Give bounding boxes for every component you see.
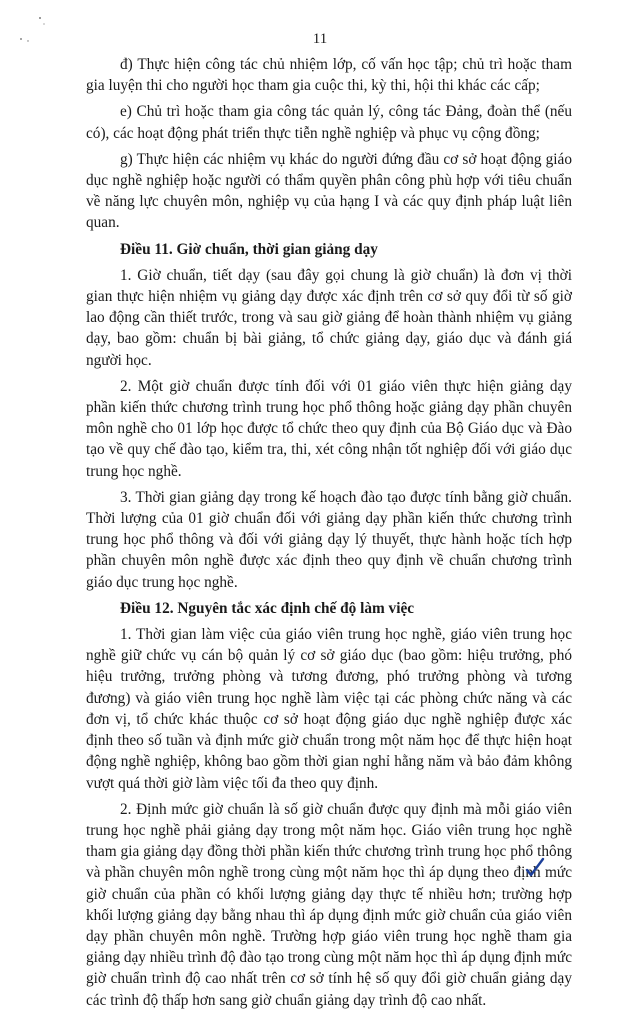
page-number: 11 — [312, 31, 328, 47]
body-paragraph: 1. Giờ chuẩn, tiết dạy (sau đây gọi chung là giờ chuẩn) là đơn vị thời gian thực hiện nhiệm vụ giảng dạy được xác định trên cơ sở quy đổi từ số giờ lao động cần thiết trước, trong và sau giờ giảng để hoàn thành nhiệm vụ giảng dạy, bao gồm: chuẩn bị bài giảng, tổ chức giảng dạy, giáo dục và đánh giá người học. — [86, 266, 572, 369]
body-paragraph: e) Chủ trì hoặc tham gia công tác quản lý, công tác Đảng, đoàn thể (nếu có), các hoạt động phát triển thực tiễn nghề nghiệp và phục vụ cộng đồng; — [86, 103, 572, 142]
body-paragraph: g) Thực hiện các nhiệm vụ khác do người đứng đầu cơ sở hoạt động giáo dục nghề nghiệp hoặc người có thẩm quyền phân công phù hợp với tiêu chuẩn về năng lực chuyên môn, nghiệp vụ của hạng I và các quy định pháp luật liên quan. — [86, 150, 572, 232]
body-paragraph: 1. Thời gian làm việc của giáo viên trung học nghề, giáo viên trung học nghề giữ chức vụ cán bộ quản lý cơ sở giáo dục (bao gồm: hiệu trưởng, phó hiệu trưởng, trưởng phòng và tương đương, phó trưởng phòng và tương đương) và giáo viên trung học nghề làm việc tại các phòng chức năng và các đơn vị, tổ chức khác thuộc cơ sở hoạt động giáo dục nghề nghiệp được xác định theo số tuần và định mức giờ chuẩn trong một năm học để thực hiện hoạt động nghề nghiệp, không bao gồm thời gian nghỉ hằng năm và bảo đảm không vượt quá thời giờ làm việc tối đa theo quy định. — [86, 626, 572, 792]
body-paragraph: đ) Thực hiện công tác chủ nhiệm lớp, cố vấn học tập; chủ trì hoặc tham gia luyện thi cho người học tham gia cuộc thi, kỳ thi, hội thi khác các cấp; — [86, 56, 572, 95]
body-paragraph: 2. Một giờ chuẩn được tính đối với 01 giáo viên thực hiện giảng dạy phần kiến thức chương trình trung học phổ thông hoặc giảng dạy phần chuyên môn nghề cho 01 lớp học được tổ chức theo quy định của Bộ Giáo dục và Đào tạo về quy chế đào tạo, kiểm tra, thi, xét công nhận tốt nghiệp đối với giáo dục trung học nghề. — [86, 377, 572, 480]
body-paragraph: 3. Thời gian giảng dạy trong kế hoạch đào tạo được tính bằng giờ chuẩn. Thời lượng của 01 giờ chuẩn đối với giảng dạy phần kiến thức chương trình trung học phổ thông và đối với giảng dạy lý thuyết, thực hành hoặc tích hợp phần chuyên môn nghề được xác định theo quy định về chuẩn chương trình giáo dục trung học nghề. — [86, 488, 572, 591]
article-heading: Điều 12. Nguyên tắc xác định chế độ làm việc — [120, 599, 415, 617]
check-mark-icon — [524, 856, 546, 878]
article-heading: Điều 11. Giờ chuẩn, thời gian giảng dạy — [120, 240, 378, 258]
document-body — [86, 54, 572, 1016]
body-paragraph: 2. Định mức giờ chuẩn là số giờ chuẩn được quy định mà mỗi giáo viên trung học nghề phải giảng dạy trong một năm học. Giáo viên trung học nghề tham gia giảng dạy đồng thời phần kiến thức chương trình trung học phổ thông và phần chuyên môn nghề trong cùng một năm học thì áp dụng theo định mức giờ chuẩn của phần có khối lượng giảng dạy thực tế nhiều hơn; trường hợp khối lượng giảng dạy bằng nhau thì áp dụng định mức giờ chuẩn của giáo viên dạy phần chuyên môn nghề. Trường hợp giáo viên trung học nghề tham gia giảng dạy nhiều trình độ đào tạo trong cùng một năm học thì áp dụng định mức giờ chuẩn trình độ cao nhất trên cơ sở tính hệ số quy đổi giờ chuẩn giảng dạy các trình độ thấp hơn sang giờ chuẩn giảng dạy trình độ cao nhất. — [86, 800, 572, 1009]
